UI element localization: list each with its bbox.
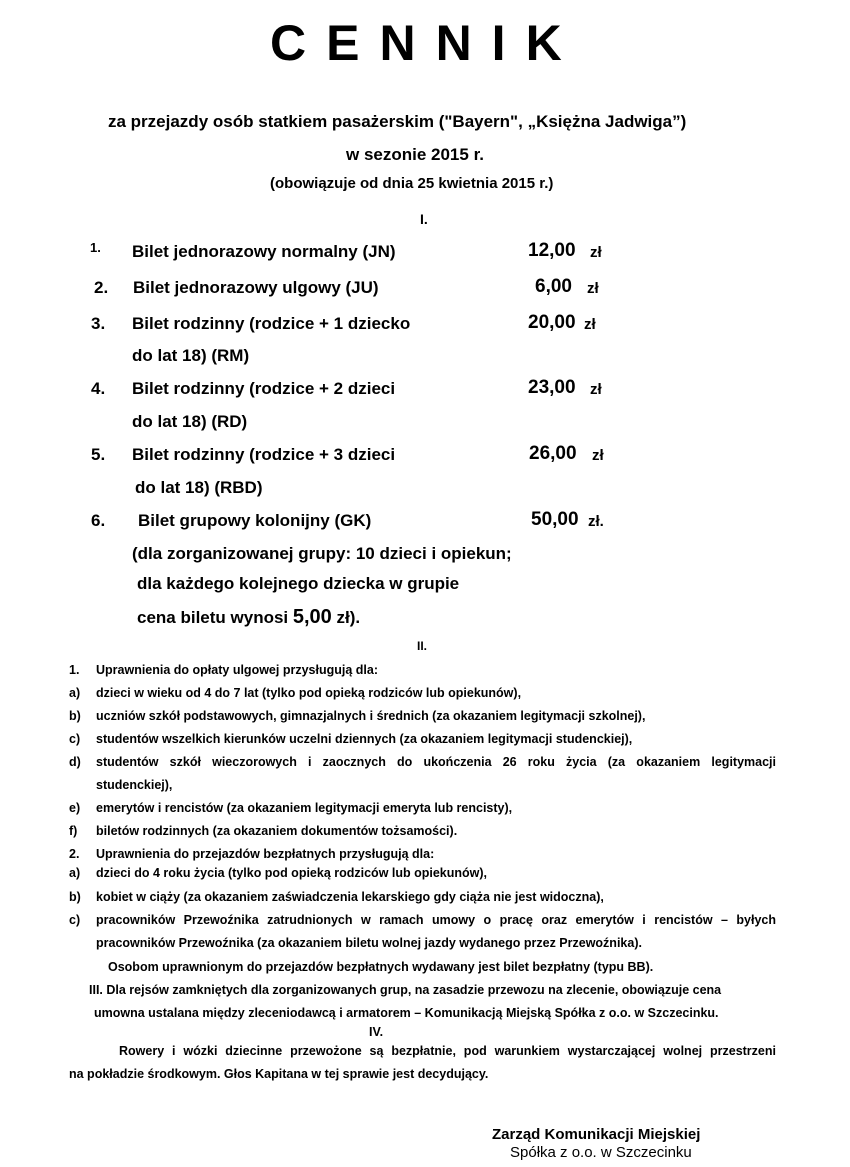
price-item-text: Bilet rodzinny (rodzice + 1 dziecko	[132, 314, 411, 333]
price-item-number: 5.	[91, 445, 106, 464]
rule-marker: e)	[69, 801, 81, 815]
rule-marker: c)	[69, 913, 81, 927]
rule-text: pracowników Przewoźnika zatrudnionych w ramach umowy o pracę oraz emerytów i rencistów – byłych	[96, 913, 776, 927]
signature-line-2: Spółka z o.o. w Szczecinku	[510, 1144, 692, 1161]
section-4-line-2: na pokładzie środkowym. Głos Kapitana w tej sprawie jest decydujący.	[69, 1067, 489, 1081]
rule-text: biletów rodzinnych (za okazaniem dokumentów tożsamości).	[96, 824, 458, 838]
price-item-currency: zł	[592, 447, 604, 464]
price-item-value: 23,00	[528, 377, 576, 398]
price-item-text: Bilet jednorazowy ulgowy (JU)	[133, 278, 379, 297]
rule-marker: a)	[69, 686, 81, 700]
section-2-label: II.	[417, 639, 428, 653]
rule-text: studentów wszelkich kierunków uczelni dziennych (za okazaniem legitymacji studenckiej),	[96, 732, 633, 746]
group-note-line-1: (dla zorganizowanej grupy: 10 dzieci i opiekun;	[132, 544, 512, 563]
price-item-value: 6,00	[535, 276, 572, 297]
section-3-line-2: umowna ustalana między zleceniodawcą i armatorem – Komunikacją Miejską Spółka z o.o. w Szczecinku.	[94, 1006, 719, 1020]
rule-text: kobiet w ciąży (za okazaniem zaświadczenia lekarskiego gdy ciąża nie jest widoczna),	[96, 890, 604, 904]
rule-marker: f)	[69, 824, 78, 838]
price-item-text: Bilet rodzinny (rodzice + 3 dzieci	[132, 445, 396, 464]
price-item-number: 1.	[90, 240, 101, 255]
subtitle-line-2: w sezonie 2015 r.	[346, 145, 484, 164]
document-title: CENNIK	[270, 15, 582, 71]
group-note-line-2: dla każdego kolejnego dziecka w grupie	[137, 574, 460, 593]
rule-marker: b)	[69, 709, 81, 723]
rule-text: dzieci w wieku od 4 do 7 lat (tylko pod opieką rodziców lub opiekunów),	[96, 686, 522, 700]
rule-text: studentów szkół wieczorowych i zaocznych do ukończenia 26 roku życia (za okazaniem legitymacji	[96, 755, 776, 769]
signature-line-1: Zarząd Komunikacji Miejskiej	[492, 1126, 701, 1143]
rule-marker: a)	[69, 866, 81, 880]
price-item-text-continued: do lat 18) (RM)	[132, 346, 250, 365]
price-item-number: 2.	[94, 278, 109, 297]
price-item-value: 50,00	[531, 509, 579, 530]
subtitle-line-3: (obowiązuje od dnia 25 kwietnia 2015 r.)	[270, 175, 554, 192]
price-item-text: Bilet jednorazowy normalny (JN)	[132, 242, 396, 261]
free-ticket-note: Osobom uprawnionym do przejazdów bezpłatnych wydawany jest bilet bezpłatny (typu BB).	[108, 960, 654, 974]
price-item-text-continued: do lat 18) (RBD)	[135, 478, 263, 497]
price-item-number: 3.	[91, 314, 106, 333]
subtitle-line-1: za przejazdy osób statkiem pasażerskim ("Bayern", „Księżna Jadwiga”)	[108, 112, 687, 131]
rule-marker: c)	[69, 732, 81, 746]
price-item-text-continued: do lat 18) (RD)	[132, 412, 248, 431]
price-item-currency: zł	[590, 244, 602, 261]
rule-text: emerytów i rencistów (za okazaniem legitymacji emeryta lub rencisty),	[96, 801, 513, 815]
section-4-label: IV.	[369, 1025, 384, 1039]
rule-marker: 1.	[69, 663, 80, 677]
rule-text: Uprawnienia do przejazdów bezpłatnych przysługują dla:	[96, 847, 435, 861]
price-item-currency: zł.	[588, 513, 604, 530]
price-item-value: 12,00	[528, 240, 576, 261]
price-item-currency: zł	[584, 316, 596, 333]
section-4-line-1: Rowery i wózki dziecinne przewożone są bezpłatnie, pod warunkiem wystarczającej wolnej przestrzeni	[119, 1044, 776, 1058]
section-1-label: I.	[420, 211, 428, 227]
price-item-currency: zł	[587, 280, 599, 297]
group-note-line-3: cena biletu wynosi 5,00 zł).	[137, 606, 361, 628]
rule-text: Uprawnienia do opłaty ulgowej przysługują dla:	[96, 663, 378, 677]
price-item-text: Bilet grupowy kolonijny (GK)	[138, 511, 372, 530]
rule-text-continued: pracowników Przewoźnika (za okazaniem biletu wolnej jazdy wydanego przez Przewoźnika).	[96, 936, 642, 950]
price-item-number: 4.	[91, 379, 106, 398]
rule-text: uczniów szkół podstawowych, gimnazjalnych i średnich (za okazaniem legitymacji szkolnej),	[96, 709, 646, 723]
price-item-currency: zł	[590, 381, 602, 398]
rule-marker: d)	[69, 755, 81, 769]
price-item-text: Bilet rodzinny (rodzice + 2 dzieci	[132, 379, 396, 398]
price-item-value: 26,00	[529, 443, 577, 464]
rule-text-continued: studenckiej),	[96, 778, 173, 792]
rule-marker: 2.	[69, 847, 80, 861]
rule-text: dzieci do 4 roku życia (tylko pod opieką rodziców lub opiekunów),	[96, 866, 488, 880]
rule-marker: b)	[69, 890, 81, 904]
price-item-number: 6.	[91, 511, 106, 530]
price-item-value: 20,00	[528, 312, 576, 333]
section-3-line-1: III. Dla rejsów zamkniętych dla zorganizowanych grup, na zasadzie przewozu na zlecenie, obowiązuje cena	[89, 983, 722, 997]
